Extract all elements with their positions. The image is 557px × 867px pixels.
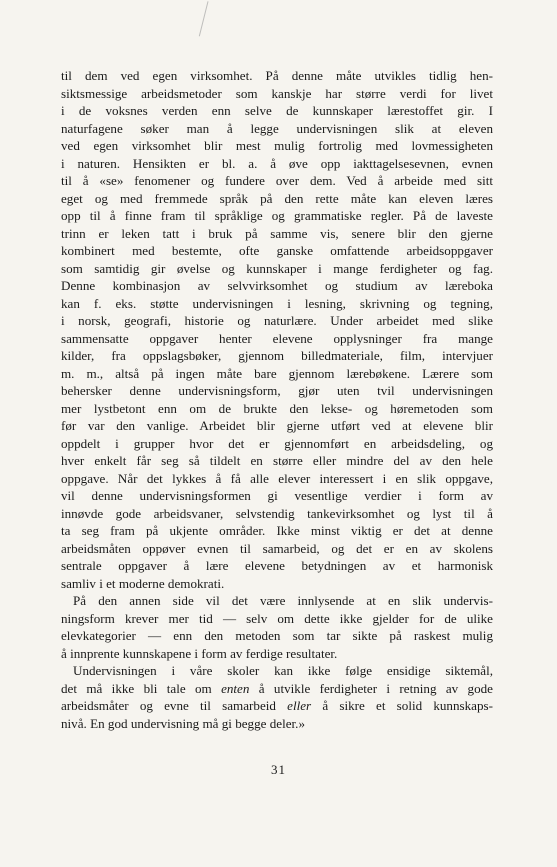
text-line: sentrale oppgaver å lære elevene betydningen av et harmonisk	[61, 558, 493, 573]
text-line: siktsmessige arbeidsmetoder som kanskje har større verdi for livet	[61, 85, 493, 101]
text-line: kilder, fra oppslagsbøker, gjennom billedmateriale, film, intervjuer	[61, 348, 493, 363]
text-line: elevkategorier — enn den metoden som tar sikte på raskest mulig	[61, 628, 493, 643]
text-line: det må ikke bli tale om enten å utvikle ferdigheter i retning av gode	[61, 680, 493, 696]
text-line: ved egen virksomhet blir mest mulig fortrolig med lovmessigheten	[61, 138, 493, 153]
page-number: 31	[271, 762, 286, 777]
text-line: behersker denne undervisningsform, gjør uten tvil undervisningen	[61, 383, 493, 398]
text-line: hver enkelt får seg så tildelt en større eller mindre del av den hele	[61, 453, 493, 468]
text-line: Denne kombinasjon av selvvirksomhet og studium av læreboka	[61, 278, 493, 293]
text-line: ta seg fram på ukjente områder. Ikke minst viktig er det at denne	[61, 523, 493, 538]
text-line: før var den vanlige. Arbeidet blir gjerne utført ved at elevene blir	[61, 418, 493, 433]
text-line: kombinert med bestemte, ofte ganske omfattende arbeidsoppgaver	[61, 243, 493, 258]
text-line: På den annen side vil det være innlysende at en slik undervis-	[73, 593, 493, 608]
text-line: nivå. En god undervisning må gi begge deler.»	[61, 715, 305, 731]
text-line: eget og med fremmede språk på den rette måte kan eleven læres	[61, 190, 493, 206]
text-line: som samtidig gir øvelse og kunnskaper i mange ferdigheter og fag.	[61, 260, 493, 276]
text-line: å innprente kunnskapene i form av ferdige resultater.	[61, 645, 338, 661]
text-line: arbeidsmåter og evne til samarbeid eller å sikre et solid kunnskaps-	[61, 698, 493, 713]
text-line: trinn er leken tatt i bruk på samme vis, senere blir den gjerne	[61, 225, 493, 241]
text-line: innøvde gode arbeidsvaner, selvstendig tankevirksomhet og lyst til å	[61, 505, 493, 521]
text-line: samliv i et moderne demokrati.	[61, 575, 225, 591]
text-line: arbeidsmåten oppøver evnen til samarbeid, og det er en av skolens	[61, 540, 493, 556]
text-line: til dem ved egen virksomhet. På denne måte utvikles tidlig hen-	[61, 68, 493, 83]
text-line: naturfagene søker man å legge undervisningen slik at eleven	[61, 120, 493, 136]
text-line: opp til å finne fram til språklige og grammatiske regler. På de laveste	[61, 208, 493, 223]
text-line: oppdelt i grupper hvor det er gjennomført en arbeidsdeling, og	[61, 435, 493, 451]
text-line: kan f. eks. støtte undervisningen i lesning, skrivning og tegning,	[61, 295, 493, 311]
text-line: Undervisningen i våre skoler kan ikke følge ensidige siktemål,	[73, 663, 493, 678]
body-text	[61, 67, 493, 732]
text-line: i naturen. Hensikten er bl. a. å øve opp iakttagelsesevnen, evnen	[61, 155, 493, 171]
text-line: mer lystbetont enn om de brukte den lekse- og høremetoden som	[61, 400, 493, 416]
text-line: til å «se» fenomener og fundere over dem. Ved å arbeide med sitt	[61, 173, 493, 188]
text-line: oppgave. Når det lykkes å få alle elever interessert i en slik oppgave,	[61, 470, 493, 486]
pencil-mark	[199, 1, 218, 39]
text-line: m. m., altså på ingen måte bare gjennom lærebøkene. Lærere som	[61, 365, 493, 381]
text-line: i de voksnes verden enn selve de kunnskaper lærestoffet gir. I	[61, 103, 493, 118]
text-line: i norsk, geografi, historie og naturlære. Under arbeidet med slike	[61, 313, 493, 328]
text-line: sammensatte oppgaver henter elevene opplysninger fra mange	[61, 330, 493, 346]
text-line: ningsform krever mer tid — selv om dette ikke gjelder for de ulike	[61, 610, 493, 626]
text-line: vil denne undervisningsformen gi vesentlige verdier i form av	[61, 488, 493, 503]
